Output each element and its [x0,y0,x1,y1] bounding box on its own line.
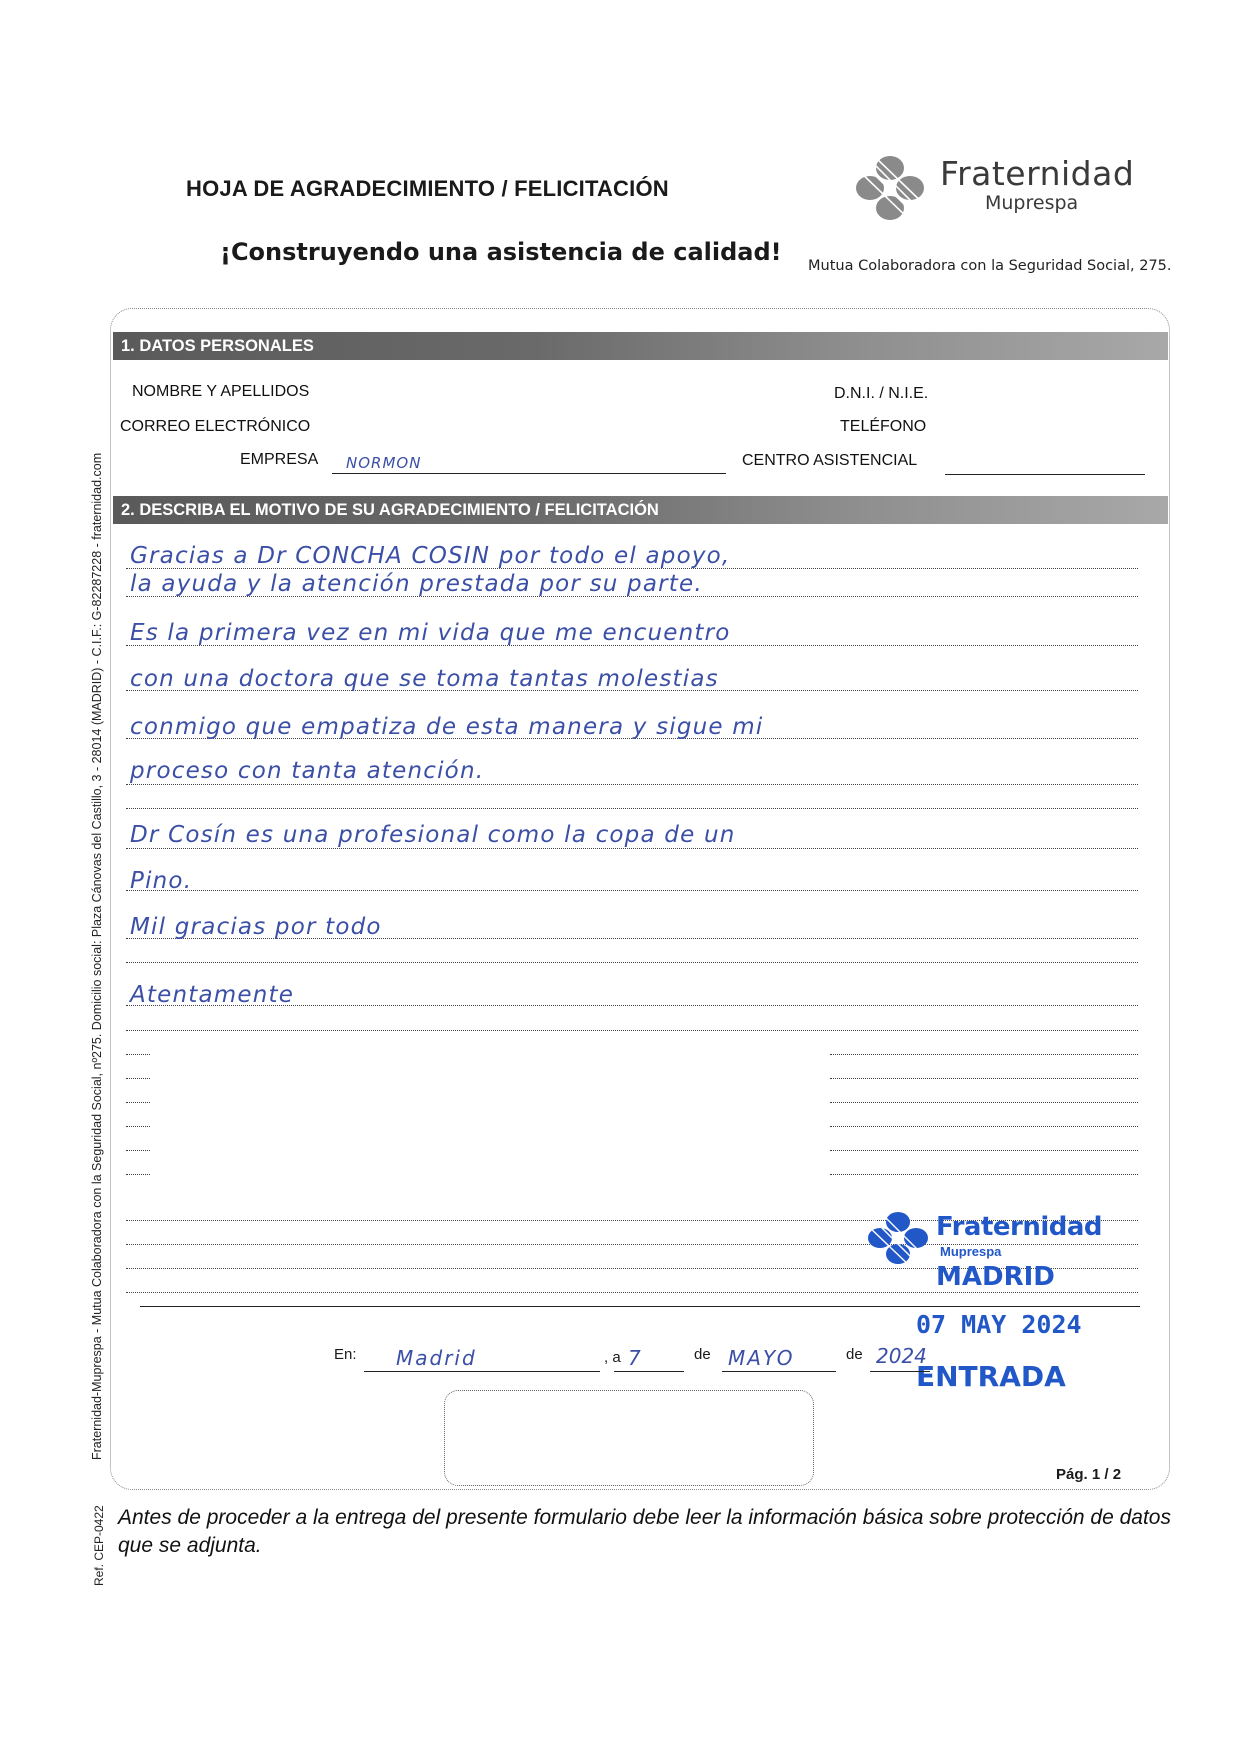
stamp-entrada: ENTRADA [916,1360,1066,1393]
brand-name: Fraternidad [940,154,1135,193]
form-title: HOJA DE AGRADECIMIENTO / FELICITACIÓN [186,176,669,201]
signature-box[interactable] [444,1390,814,1486]
page-number: Pág. 1 / 2 [1056,1466,1122,1483]
mes-value: MAYO [728,1346,795,1370]
ruled-line [126,1174,150,1175]
dia-value: 7 [628,1346,641,1370]
closing-line [140,1306,1140,1307]
message-line: Gracias a Dr CONCHA COSIN por todo el apoyo, [130,543,731,569]
ruled-line [126,1150,150,1151]
ruled-line [830,1126,1138,1127]
ruled-line [126,808,1138,809]
lugar-field[interactable] [364,1371,600,1372]
ruled-line [126,890,1138,891]
form-subtitle: ¡Construyendo una asistencia de calidad! [220,238,782,266]
stamp-subbrand: Muprespa [940,1244,1002,1259]
ruled-line [830,1174,1138,1175]
empresa-field[interactable] [332,473,726,474]
anio-field[interactable] [870,1371,930,1372]
lugar-value: Madrid [396,1346,477,1370]
ruled-line [126,1292,1138,1293]
message-line: la ayuda y la atención prestada por su parte. [130,571,703,597]
side-reference: Ref. CEP-0422 [92,1505,106,1586]
brand-subname: Muprespa [985,192,1079,214]
ruled-line [126,1126,150,1127]
mes-field[interactable] [722,1371,836,1372]
label-telefono: TELÉFONO [840,418,927,435]
section-motivo-header: 2. DESCRIBA EL MOTIVO DE SU AGRADECIMIENTO / FELICITACIÓN [113,496,1168,524]
message-line: Pino. [130,868,193,894]
label-en: En: [334,1346,357,1363]
label-de-mes: de [694,1346,711,1363]
label-a: , a [604,1349,621,1366]
section-personal-data-header: 1. DATOS PERSONALES [113,332,1168,360]
empresa-value: NORMON [346,454,422,472]
centro-field[interactable] [945,474,1145,475]
dia-field[interactable] [614,1371,684,1372]
label-nombre: NOMBRE Y APELLIDOS [132,383,310,400]
ruled-line [830,1078,1138,1079]
ruled-line [126,1030,1138,1031]
message-line: Es la primera vez en mi vida que me encuentro [130,620,731,646]
message-line: conmigo que empatiza de esta manera y sigue mi [130,714,764,740]
data-protection-note: Antes de proceder a la entrega del presente formulario debe leer la información básica sobre protección de datos que se adjunta. [118,1506,1171,1557]
label-de-anio: de [846,1346,863,1363]
stamp-brand: Fraternidad [936,1212,1103,1242]
brand-legal-text: Mutua Colaboradora con la Seguridad Social, 275. [808,258,1172,274]
label-dni: D.N.I. / N.I.E. [834,385,929,402]
side-legal-text: Fraternidad-Muprespa - Mutua Colaboradora con la Seguridad Social, nº275. Domicilio social: Plaza Cánovas del Castillo, 3 - 28014 (MADRID) - C.I.F.: G-82287228 - fraternidad.com [90,452,104,1460]
stamp-logo-icon [858,1210,938,1266]
ruled-line [830,1102,1138,1103]
anio-value: 2024 [876,1344,927,1368]
label-empresa: EMPRESA [240,451,319,468]
message-line: con una doctora que se toma tantas molestias [130,666,719,692]
ruled-line [126,1054,150,1055]
ruled-line [126,962,1138,963]
stamp-date: 07 MAY 2024 [916,1310,1082,1339]
message-line: Atentamente [130,982,295,1008]
ruled-line [126,1078,150,1079]
ruled-line [830,1150,1138,1151]
message-line: Mil gracias por todo [130,914,382,940]
ruled-line [126,1102,150,1103]
message-line: Dr Cosín es una profesional como la copa de un [130,822,736,848]
message-line: proceso con tanta atención. [130,758,485,784]
label-correo: CORREO ELECTRÓNICO [120,418,311,435]
label-centro: CENTRO ASISTENCIAL [742,452,918,469]
ruled-line [830,1054,1138,1055]
fraternidad-logo-icon [842,152,938,224]
stamp-city: MADRID [936,1262,1055,1292]
